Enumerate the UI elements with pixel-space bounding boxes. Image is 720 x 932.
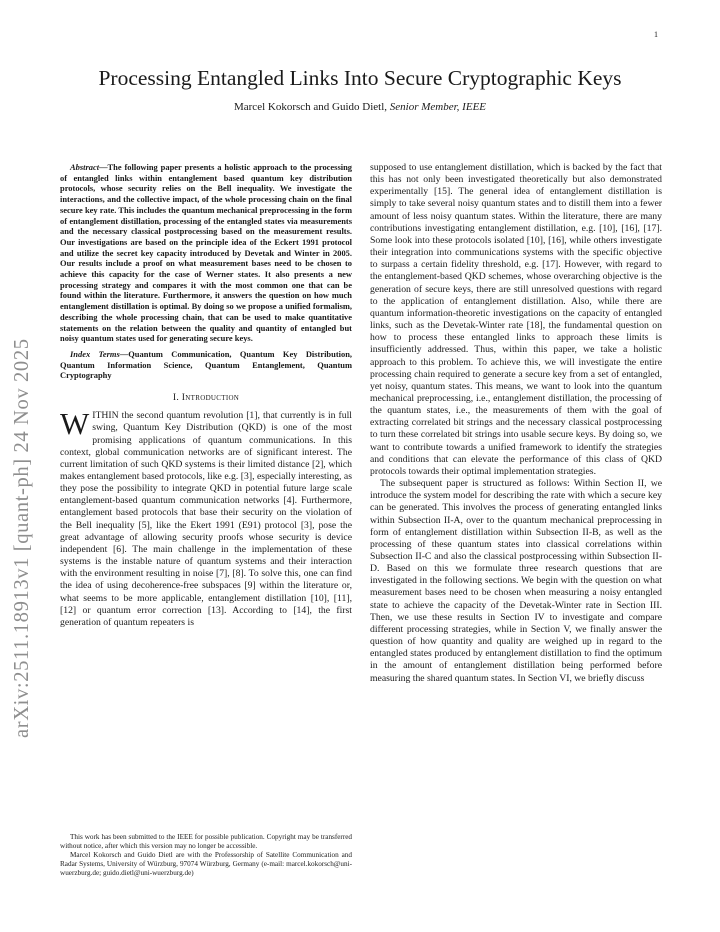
author-line	[0, 101, 720, 113]
right-column	[370, 162, 662, 685]
right-paragraph-1: supposed to use entanglement distillation, which is backed by the fact that this has not only been investigated theoretically but also demonstrated experimentally [15]. The general idea of entanglement distillation is simply to take several noisy quantum states and to distill them into a fewer amount of less noisy quantum states. Within the literature, there are many contributions investigating entanglement distillation, e.g. [10], [16], [17]. Some look into these protocols isolated [10], [16], while others investigate their integration into communications systems with the specific objective to surpass a certain fidelity threshold, e.g. [17]. However, with regard to the entanglement-based QKD schemes, whose overarching objective is the generation of secure keys, there are still unresolved questions with regard to the application of entanglement distillation. Also, while there are quantum information-theoretic investigations on the capacity of entangled links, such as the Devetak-Winter rate [18], the fundamental question on how to process these entangled links to approach these limits is insufficiently addressed. Thus, within this paper, we take a holistic approach to this problem. To achieve this, we will investigate the entire processing chain required to generate a secure key from a set of entangled, yet noisy, quantum states. This means, we want to look into the quantum mechanical preprocessing, i.e., entanglement distillation, the processing of the quantum states, i.e., the measurements of them with the goal of extracting correlated bit strings and the necessary classical postprocessing to turn these correlated bit strings into usable secure keys. By doing so, we want to contribute towards a unified framework to identify the strategies and conditions that can elevate the performance of this class of QKD protocols towards their optimal implementation strategies.	[370, 162, 662, 477]
intro-paragraph	[60, 406, 352, 629]
index-terms	[60, 349, 352, 381]
page-number: 1	[654, 30, 658, 39]
footnotes	[60, 833, 352, 878]
intro-paragraph-text: ITHIN the second quantum revolution [1], that currently is in full swing, Quantum Key Distribution (QKD) is one of the most promising applications of quantum communications. In this context, global communication networks are of significant interest. The current limitation of such QKD systems is their limited distance [2], which makes entanglement based protocols, like e.g. [3], especially interesting, as they pose the possibility to integrate QKD in potential future large scale entanglement-based quantum communication networks [4]. Furthermore, entanglement based protocols that base their security on the violation of the Bell inequality [5], like the Ekert 1991 (E91) protocol [3], pose the great advantage of allowing security proofs whose security is device independent [6]. The main challenge in the implementation of these systems is the instable nature of quantum systems and their interaction with the environment resulting in noise [7], [8]. To solve this, one can find the idea of using decoherence-free subspaces [9] within the literature or, what seems to be more applicable, entanglement distillation [10], [11], [12] or quantum error correction [13]. According to [14], the first generation of quantum repeaters is	[60, 410, 352, 628]
right-paragraph-2: The subsequent paper is structured as follows: Within Section II, we introduce the system model for describing the rate with which a secure key can be generated. This involves the process of generating entangled links within Subsection II-A, over to the quantum mechanical preprocessing in form of entanglement distillation within Subsection II-B, as well as the processing of these quantum states into classical correlations within Subsection II-C and also the classical postprocessing within Subsection II-D. Based on this we formulate three research questions that are investigated in the following sections. We begin with the question on what measurement bases need to be chosen when measuring a noisy entangled state to achieve the capacity of the Devetak-Winter rate in Section III. Then, we use these results in Section IV to investigate and compare different processing strategies, while in Section V, we finally answer the question of how quantity and quality are weighed up in regard to the entangled states produced by entanglement distillation to find the optimum in the amount of entanglement distillation being performed before measuring the shared quantum states. In Section VI, we briefly discuss	[370, 478, 662, 684]
section-heading-introduction: I. Introduction	[172, 392, 240, 404]
index-terms-label: Index Terms	[70, 348, 120, 359]
paper-title: Processing Entangled Links Into Secure Cryptographic Keys	[98, 66, 622, 90]
footnote-affiliation: Marcel Kokorsch and Guido Dietl are with the Professorship of Satellite Communication and Radar Systems, University of Würzburg, 97074 Würzburg, Germany (e-mail: marcel.kokorsch@uni-wuerzburg.de; guido.dietl@uni-wuerzburg.de)	[60, 851, 352, 878]
drop-cap: W	[60, 406, 90, 442]
abstract-text: —The following paper presents a holistic approach to the processing of entangled links within entanglement based quantum key distribution protocols, whose security relies on the Bell inequality. We investigate the interactions, and the collective impact, of the whole processing chain on the final secure key rate. This includes the quantum mechanical preprocessing in the form of entanglement distillation, processing of the entangled states via measurements and the necessary classical postprocessing based on the measurement results. Our investigations are based on the principle idea of the Eckert 1991 protocol and utilize the secret key capacity introduced by Devetak and Winter in 2005. Our results include a proof on what measurement bases need to be chosen to achieve this capacity for the case of Werner states. It also presents a new processing strategy and compares it with the most common one that can be found within the literature. Furthermore, it answers the question on how much entanglement distillation is optimal. By doing so we propose a unified formalism, describing the whole processing chain, that can be used to make quantitative statements on the relation between the quality and quantity of entangled but noisy quantum states used for generating secure keys.	[60, 162, 352, 344]
author-names: Marcel Kokorsch and Guido Dietl,	[233, 101, 390, 113]
author-role: Senior Member, IEEE	[389, 101, 487, 113]
arxiv-watermark: arXiv:2511.18913v1 [quant-ph] 24 Nov 2025	[11, 338, 33, 738]
left-column	[60, 162, 352, 629]
index-terms-text: —Quantum Communication, Quantum Key Distribution, Quantum Information Science, Quantum Entanglement, Quantum Cryptography	[60, 348, 352, 381]
footnote-submission: This work has been submitted to the IEEE for possible publication. Copyright may be transferred without notice, after which this version may no longer be accessible.	[60, 833, 352, 851]
abstract-label: Abstract	[70, 162, 100, 172]
abstract	[60, 162, 352, 344]
